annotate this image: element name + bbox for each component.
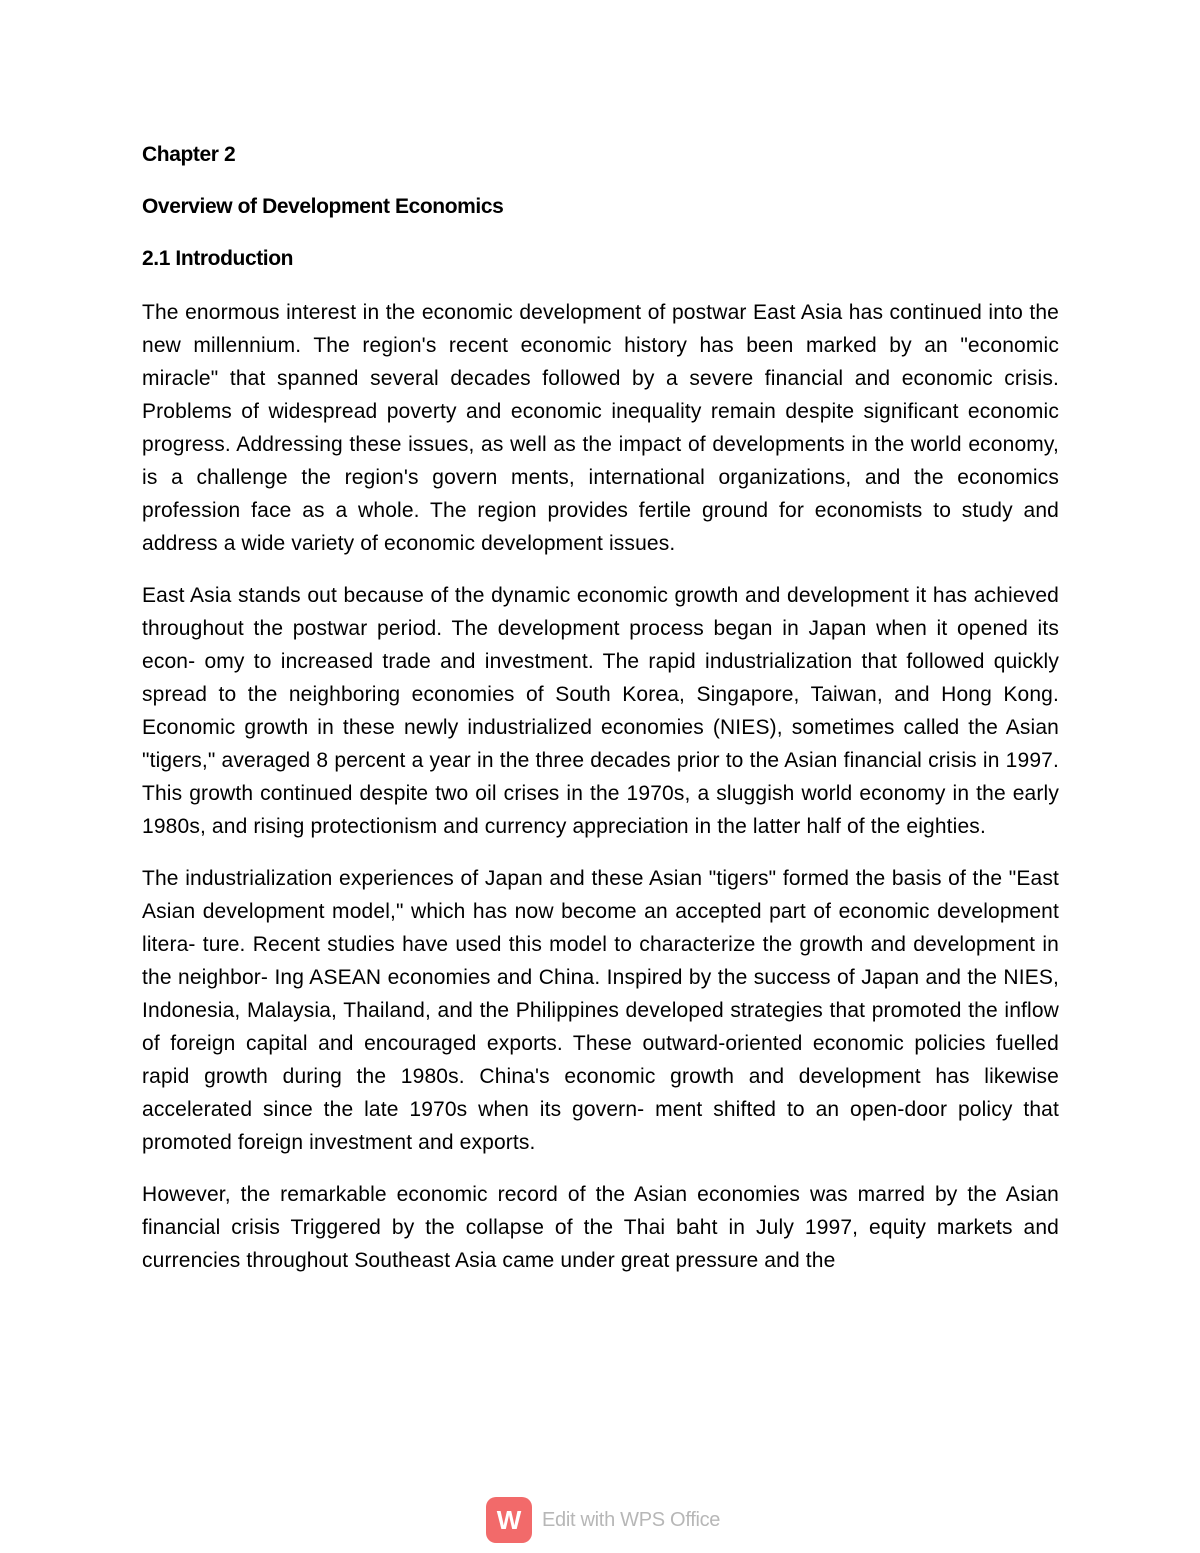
chapter-number: Chapter 2 bbox=[142, 143, 236, 166]
document-page bbox=[142, 140, 1059, 1296]
paragraph-1: The enormous interest in the economic development of postwar East Asia has continued into the new millennium. The region's recent economic history has been marked by an "economic miracle" that spanned several decades followed by a severe financial and economic crisis. Problems of widespread poverty and economic inequality remain despite significant economic progress. Addressing these issues, as well as the impact of developments in the world economy, is a challenge the region's govern ments, international organizations, and the economics profession face as a whole. The region provides fertile ground for economists to study and address a wide variety of economic development issues. bbox=[142, 301, 1059, 555]
wps-logo-icon: W bbox=[486, 1497, 532, 1543]
section-heading: 2.1 Introduction bbox=[142, 247, 294, 270]
paragraph-2: East Asia stands out because of the dynamic economic growth and development it has achieved throughout the postwar period. The development process began in Japan when it opened its econ- omy to increased trade and investment. The rapid industrialization that followed quickly spread to the neighboring economies of South Korea, Singapore, Taiwan, and Hong Kong. Economic growth in these newly industrialized economies (NIES), sometimes called the Asian "tigers," averaged 8 percent a year in the three decades prior to the Asian financial crisis in 1997. This growth continued despite two oil crises in the 1970s, a sluggish world economy in the early 1980s, and rising protectionism and currency appreciation in the latter half of the eighties. bbox=[142, 584, 1059, 838]
wps-watermark[interactable] bbox=[486, 1497, 720, 1543]
chapter-title: Overview of Development Economics bbox=[142, 195, 504, 218]
paragraph-4: However, the remarkable economic record of the Asian economies was marred by the Asian financial crisis Triggered by the collapse of the Thai baht in July 1997, equity markets and currencies throughout Southeast Asia came under great pressure and the bbox=[142, 1183, 1059, 1272]
paragraph-3: The industrialization experiences of Japan and these Asian "tigers" formed the basis of the "East Asian development model," which has now become an accepted part of economic development litera- ture. Recent studies have used this model to characterize the growth and development in the neighbor- Ing ASEAN economies and China. Inspired by the success of Japan and the NIES, Indonesia, Malaysia, Thailand, and the Philippines developed strategies that promoted the inflow of foreign capital and encouraged exports. These outward-oriented economic policies fuelled rapid growth during the 1980s. China's economic growth and development has likewise accelerated since the late 1970s when its govern- ment shifted to an open-door policy that promoted foreign investment and exports. bbox=[142, 867, 1059, 1154]
wps-edit-label: Edit with WPS Office bbox=[542, 1508, 721, 1531]
